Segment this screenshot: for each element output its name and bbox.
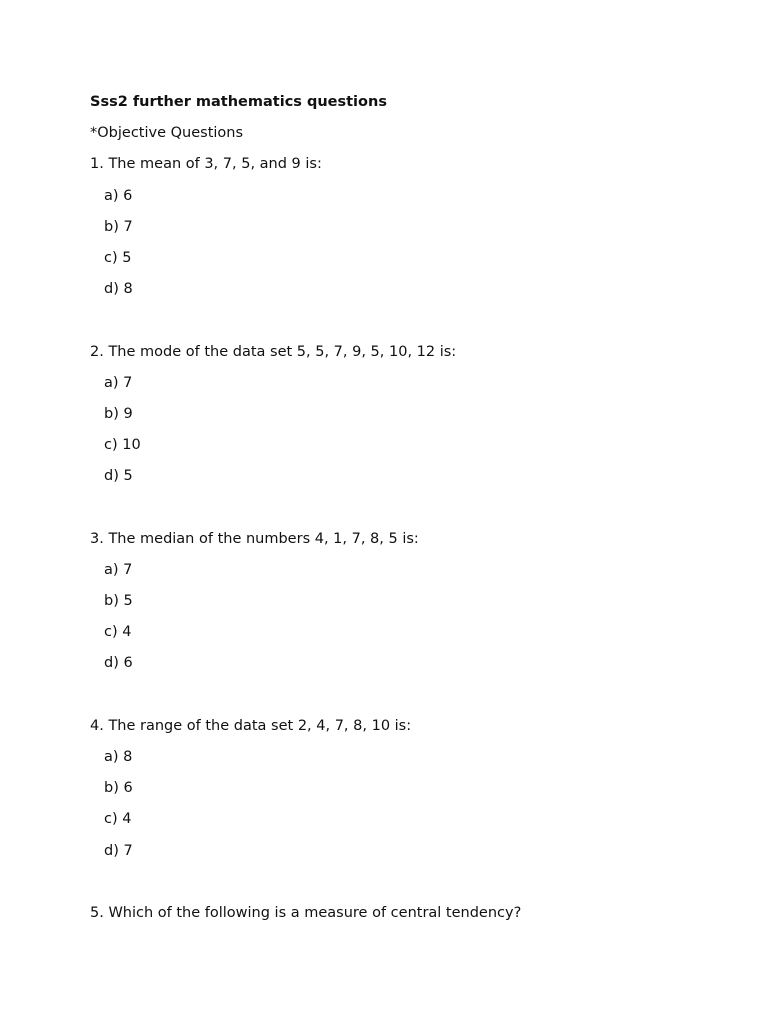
question-1 [90, 152, 728, 308]
document-content [90, 90, 728, 932]
section-heading: *Objective Questions [90, 125, 244, 142]
blank-line [90, 870, 728, 901]
option-a: a) 7 [104, 561, 133, 578]
option-d: d) 5 [104, 468, 133, 485]
option-c: c) 10 [104, 437, 141, 454]
option-a: a) 6 [104, 187, 133, 204]
option-a: a) 8 [104, 748, 133, 765]
question-text: 4. The range of the data set 2, 4, 7, 8, 10 is: [90, 717, 412, 734]
document-title: Sss2 further mathematics questions [90, 94, 387, 110]
option-d: d) 6 [104, 655, 133, 672]
option-c: c) 5 [104, 249, 132, 266]
option-c: c) 4 [104, 624, 132, 641]
option-b: b) 6 [104, 780, 133, 797]
question-text: 1. The mean of 3, 7, 5, and 9 is: [90, 156, 322, 173]
question-text: 3. The median of the numbers 4, 1, 7, 8, 5 is: [90, 530, 419, 547]
blank-line [90, 683, 728, 714]
option-d: d) 8 [104, 281, 133, 298]
question-4 [90, 714, 728, 870]
option-b: b) 9 [104, 405, 133, 422]
option-b: b) 7 [104, 218, 133, 235]
blank-line [90, 308, 728, 339]
question-2 [90, 340, 728, 496]
question-3 [90, 527, 728, 683]
question-text: 5. Which of the following is a measure of central tendency? [90, 904, 522, 921]
question-text: 2. The mode of the data set 5, 5, 7, 9, 5, 10, 12 is: [90, 343, 457, 360]
question-5 [90, 901, 728, 932]
option-b: b) 5 [104, 593, 133, 609]
option-a: a) 7 [104, 374, 133, 391]
option-d: d) 7 [104, 842, 133, 859]
blank-line [90, 495, 728, 526]
option-c: c) 4 [104, 811, 132, 828]
